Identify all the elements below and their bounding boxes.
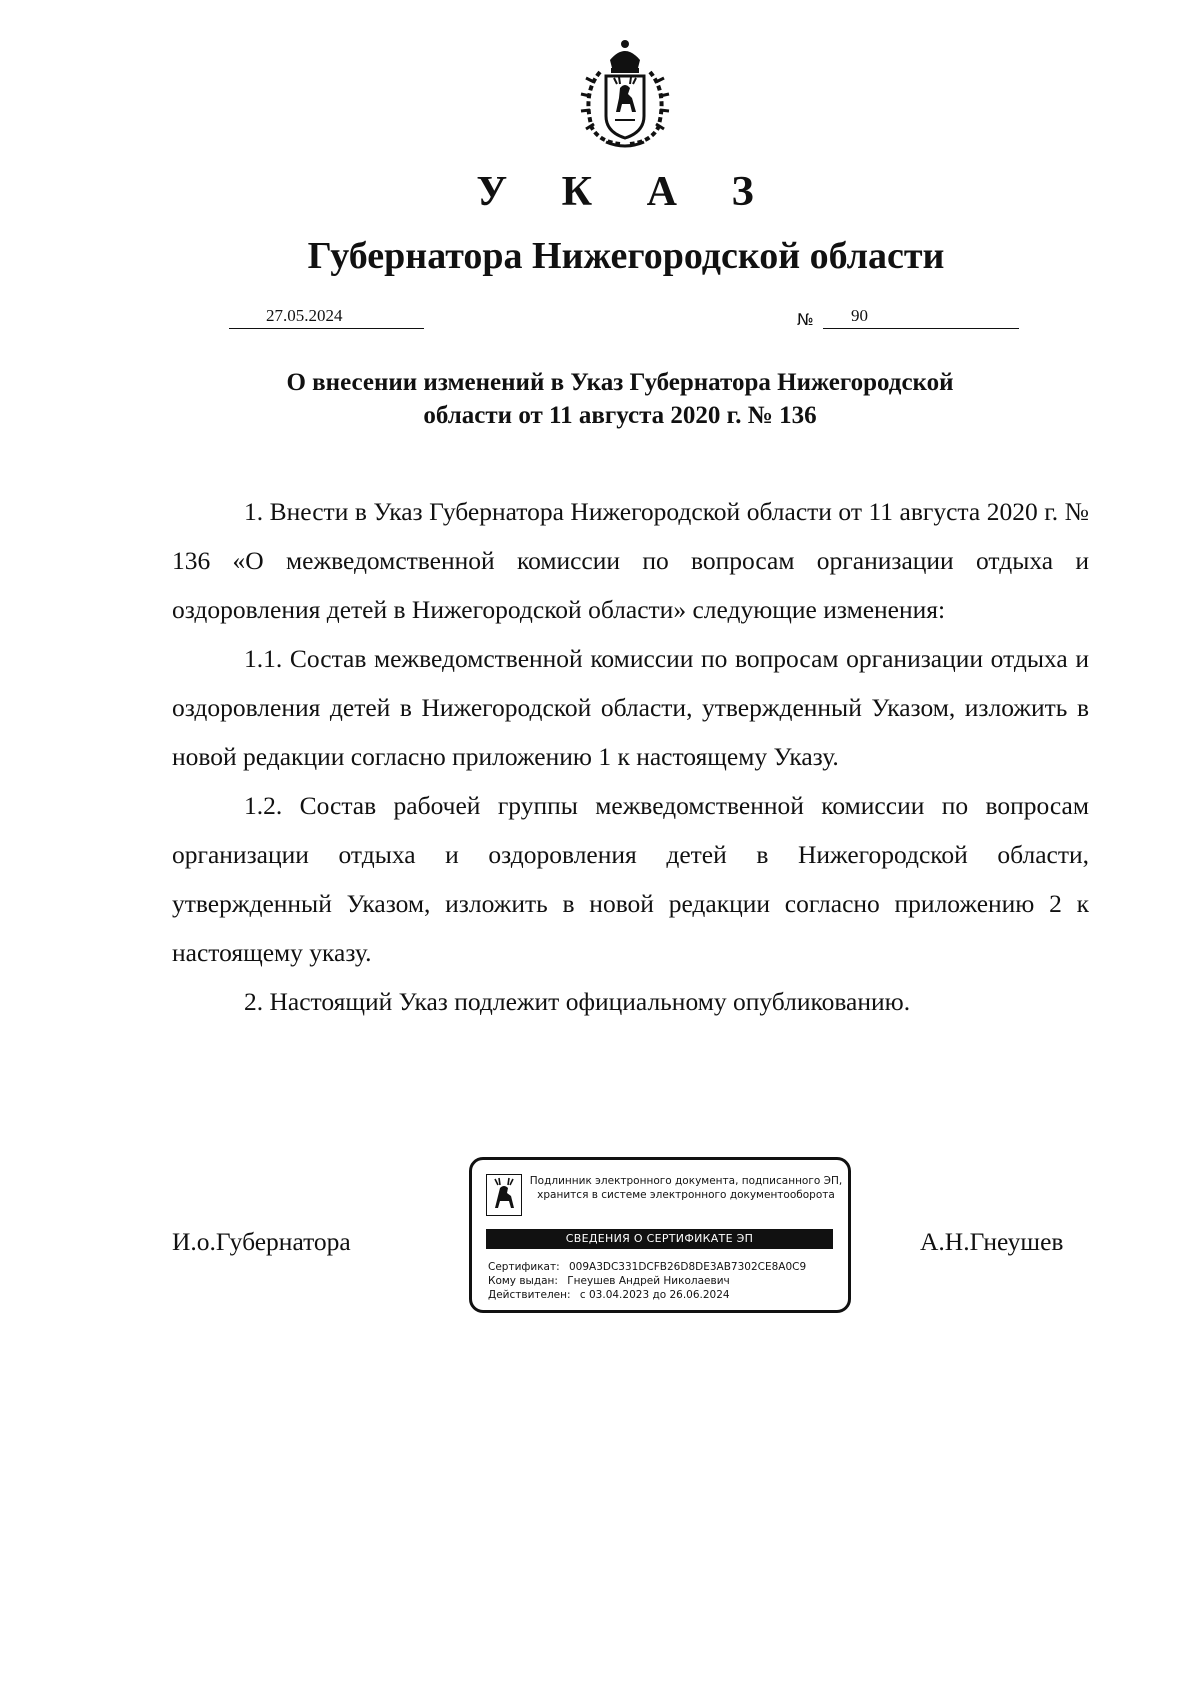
- document-title: У К А З: [476, 169, 776, 215]
- stamp-row-validity: [488, 1288, 812, 1302]
- signatory-position: И.о.Губернатора: [172, 1227, 351, 1256]
- subject-line-1: О внесении изменений в Указ Губернатора Нижегородской: [286, 369, 954, 396]
- body-paragraph-1-1: 1.1. Состав межведомственной комиссии по вопросам организации отдыха и оздоровления детей в Нижегородской области, утвержденный Указом, изложить в новой редакции согласно приложению 1 к настоящему Указу.: [172, 644, 1089, 771]
- document-date-field: [229, 306, 424, 329]
- owner-value: Гнеушев Андрей Николаевич: [567, 1275, 730, 1287]
- body-paragraph-1-2: 1.2. Состав рабочей группы межведомственной комиссии по вопросам организации отдыха и оздоровления детей в Нижегородской области, утвержденный Указом, изложить в новой редакции согласно приложению 2 к настоящему указу.: [172, 791, 1089, 967]
- certificate-label: Сертификат:: [488, 1261, 560, 1273]
- signatory-name: А.Н.Гнеушев: [920, 1227, 1064, 1256]
- certificate-value: 009A3DC331DCFB26D8DE3AB7302CE8A0C9: [568, 1261, 807, 1273]
- document-body: [172, 487, 1089, 1026]
- coat-of-arms-icon: [570, 38, 680, 150]
- document-number: 90: [851, 306, 868, 325]
- document-subject: [200, 366, 1040, 432]
- stamp-header-line-1: Подлинник электронного документа, подписанного ЭП,: [529, 1175, 843, 1187]
- document-date: 27.05.2024: [266, 306, 343, 325]
- owner-label: Кому выдан:: [488, 1275, 558, 1287]
- document-number-field: [823, 306, 1019, 329]
- stamp-header: [526, 1174, 846, 1202]
- stamp-row-certificate: [488, 1260, 812, 1274]
- stamp-header-line-2: хранится в системе электронного документооборота: [537, 1189, 835, 1201]
- body-paragraph-1: 1. Внести в Указ Губернатора Нижегородской области от 11 августа 2020 г. № 136 «О межведомственной комиссии по вопросам организации отдыха и оздоровления детей в Нижегородской области» следующие изменения:: [172, 497, 1089, 624]
- subject-line-2: области от 11 августа 2020 г. № 136: [423, 402, 817, 429]
- stamp-row-owner: [488, 1274, 812, 1288]
- document-subtitle: Губернатора Нижегородской области: [307, 235, 945, 277]
- document-number-label: №: [797, 310, 814, 329]
- electronic-signature-stamp: [469, 1157, 851, 1313]
- validity-value: с 03.04.2023 до 26.06.2024: [579, 1289, 730, 1301]
- deer-emblem-icon: [486, 1174, 522, 1216]
- stamp-certificate-bar: СВЕДЕНИЯ О СЕРТИФИКАТЕ ЭП: [486, 1229, 833, 1249]
- stamp-certificate-details: [488, 1260, 812, 1302]
- body-paragraph-2: 2. Настоящий Указ подлежит официальному опубликованию.: [244, 987, 911, 1016]
- validity-label: Действителен:: [488, 1289, 571, 1301]
